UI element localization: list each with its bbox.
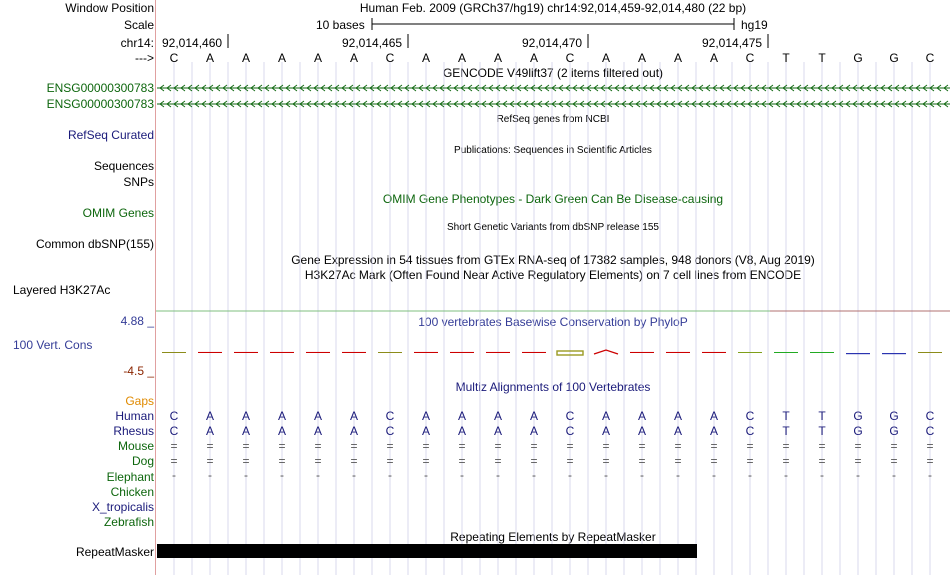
rhesus-base: C [745,424,755,438]
phylop-mark [918,352,942,353]
human-base: A [493,409,502,423]
human-base: A [205,409,214,423]
human-base: A [457,409,466,423]
dog-match-mark: = [386,454,394,468]
elephant-gap-mark: - [712,468,716,482]
dog-match-mark: = [242,454,250,468]
cons-min-label: -4.5 _ [123,364,154,378]
elephant-gap-mark: - [676,468,680,482]
dog-match-mark: = [494,454,502,468]
rhesus-base: C [925,424,935,438]
mouse-match-mark: = [854,439,862,453]
omim-track-title[interactable]: OMIM Gene Phenotypes - Dark Green Can Be Disease-causing [382,192,724,206]
rhesus-base: A [493,424,502,438]
human-base: T [782,409,790,423]
base-letter: A [709,51,718,65]
dog-match-mark: = [278,454,286,468]
dog-match-mark: = [422,454,430,468]
elephant-gap-mark: - [892,468,896,482]
strand-label: ---> [135,51,154,65]
elephant-gap-mark: - [496,468,500,482]
human-base: A [709,409,718,423]
rhesus-base: C [385,424,395,438]
phylop-mark [630,352,654,353]
mouse-match-mark: = [350,439,358,453]
mouse-match-mark: = [710,439,718,453]
human-base: A [241,409,250,423]
repeatmasker-track-label[interactable]: RepeatMasker [75,545,154,559]
human-base: C [925,409,935,423]
rhesus-base: A [601,424,610,438]
dog-match-mark: = [854,454,862,468]
mouse-match-mark: = [458,439,466,453]
rhesus-base: T [782,424,790,438]
base-letter: G [889,51,899,65]
dog-match-mark: = [890,454,898,468]
dog-match-mark: = [818,454,826,468]
base-letter: A [601,51,610,65]
phylop-mark [162,352,186,353]
phylop-mark [234,352,258,353]
base-letter: A [349,51,358,65]
phylop-mark [198,352,222,353]
species-label-chicken: Chicken [110,485,154,499]
rhesus-base: A [313,424,322,438]
coord-label: 92,014,465 [342,36,403,50]
dog-match-mark: = [530,454,538,468]
species-label-dog: Dog [131,454,154,468]
human-base: A [313,409,322,423]
sequences-track-title[interactable]: Publications: Sequences in Scientific Articles [454,145,652,156]
h3k27ac-track-label[interactable]: Layered H3K27Ac [13,283,111,297]
multiz-track-title[interactable]: Multiz Alignments of 100 Vertebrates [455,380,651,394]
base-letter: C [745,51,755,65]
assembly-label: hg19 [741,18,768,32]
gaps-label: Gaps [125,394,154,408]
dog-match-mark: = [638,454,646,468]
dog-match-mark: = [926,454,934,468]
base-letter: C [565,51,575,65]
base-letter: A [673,51,682,65]
human-base: A [529,409,538,423]
human-base: G [853,409,863,423]
phylop-mark [342,352,366,353]
cons-track-title[interactable]: 100 vertebrates Basewise Conservation by PhyloP [418,315,688,329]
mouse-match-mark: = [638,439,646,453]
base-letter: T [782,51,790,65]
base-letter: C [925,51,935,65]
rhesus-base: C [565,424,575,438]
rhesus-base: A [241,424,250,438]
mouse-match-mark: = [206,439,214,453]
base-letter: A [457,51,466,65]
human-base: A [673,409,682,423]
human-base: C [169,409,179,423]
phylop-mark [666,352,690,353]
phylop-mark [306,352,330,353]
rhesus-base: T [818,424,826,438]
refseq-track-label[interactable]: RefSeq Curated [67,128,154,142]
gtex-track-title[interactable]: Gene Expression in 54 tissues from GTEx RNA-seq of 17382 samples, 948 donors (V8, Aug 2019) [291,253,815,267]
dog-match-mark: = [602,454,610,468]
rhesus-base: G [889,424,899,438]
dbsnp-track-title[interactable]: Short Genetic Variants from dbSNP release 155 [447,222,659,233]
gencode-item-label[interactable]: ENSG00000300783 [46,97,154,111]
base-letter: C [169,51,179,65]
mouse-match-mark: = [242,439,250,453]
elephant-gap-mark: - [568,468,572,482]
phylop-mark [810,352,834,353]
phylop-mark [774,352,798,353]
mouse-match-mark: = [386,439,394,453]
cons-max-label: 4.88 _ [120,314,154,328]
human-base: G [889,409,899,423]
base-letter: A [637,51,646,65]
mouse-match-mark: = [818,439,826,453]
elephant-gap-mark: - [820,468,824,482]
refseq-track-title[interactable]: RefSeq genes from NCBI [496,114,610,125]
phylop-mark [450,352,474,353]
species-label-rhesus: Rhesus [113,424,154,438]
dog-match-mark: = [746,454,754,468]
mouse-match-mark: = [926,439,934,453]
phylop-mark [414,352,438,353]
chrom-label: chr14: [120,36,154,50]
base-letter: A [529,51,538,65]
mouse-match-mark: = [422,439,430,453]
mouse-match-mark: = [314,439,322,453]
dog-match-mark: = [710,454,718,468]
elephant-gap-mark: - [316,468,320,482]
human-base: A [277,409,286,423]
base-letter: A [205,51,214,65]
omim-track-label[interactable]: OMIM Genes [82,206,154,220]
mouse-match-mark: = [566,439,574,453]
species-label-zebrafish: Zebrafish [103,515,154,529]
elephant-gap-mark: - [172,468,176,482]
phylop-mark [738,352,762,353]
mouse-match-mark: = [746,439,754,453]
mouse-match-mark: = [278,439,286,453]
human-base: A [637,409,646,423]
rhesus-base: A [673,424,682,438]
sequences-track-label[interactable]: Sequences [93,159,154,173]
elephant-gap-mark: - [208,468,212,482]
dog-match-mark: = [566,454,574,468]
species-label-mouse: Mouse [117,439,154,453]
mouse-match-mark: = [170,439,178,453]
rhesus-base: G [853,424,863,438]
phylop-mark [270,352,294,353]
human-base: A [349,409,358,423]
elephant-gap-mark: - [424,468,428,482]
h3k27ac-track-title[interactable]: H3K27Ac Mark (Often Found Near Active Regulatory Elements) on 7 cell lines from ENCODE [304,268,802,282]
mouse-match-mark: = [494,439,502,453]
base-letter: A [313,51,322,65]
dog-match-mark: = [170,454,178,468]
mouse-match-mark: = [674,439,682,453]
dog-match-mark: = [782,454,790,468]
rhesus-base: A [637,424,646,438]
elephant-gap-mark: - [856,468,860,482]
mouse-match-mark: = [890,439,898,453]
elephant-gap-mark: - [388,468,392,482]
coord-label: 92,014,460 [162,36,223,50]
human-base: C [385,409,395,423]
mouse-match-mark: = [530,439,538,453]
base-letter: A [421,51,430,65]
gencode-track-title[interactable]: GENCODE V49lift37 (2 items filtered out) [442,66,664,80]
cons-track-label[interactable]: 100 Vert. Cons [13,338,93,352]
phylop-mark [882,353,906,354]
elephant-gap-mark: - [532,468,536,482]
window-position-label: Window Position [65,1,154,15]
elephant-gap-mark: - [460,468,464,482]
human-base: C [565,409,575,423]
human-base: T [818,409,826,423]
coord-label: 92,014,475 [702,36,763,50]
elephant-gap-mark: - [352,468,356,482]
elephant-gap-mark: - [748,468,752,482]
rhesus-base: A [349,424,358,438]
elephant-gap-mark: - [280,468,284,482]
dog-match-mark: = [674,454,682,468]
rhesus-base: C [169,424,179,438]
scale-text: 10 bases [316,18,365,32]
phylop-mark [846,353,870,354]
base-letter: A [277,51,286,65]
species-label-xtropicalis: X_tropicalis [91,500,154,514]
dog-match-mark: = [314,454,322,468]
species-label-elephant: Elephant [106,470,154,484]
gencode-item-label[interactable]: ENSG00000300783 [46,81,154,95]
mouse-match-mark: = [782,439,790,453]
phylop-mark [486,352,510,353]
human-base: C [745,409,755,423]
base-letter: C [385,51,395,65]
species-label-human: Human [115,409,154,423]
repeatmasker-track-title[interactable]: Repeating Elements by RepeatMasker [450,530,656,544]
elephant-gap-mark: - [604,468,608,482]
rhesus-base: A [529,424,538,438]
dbsnp-track-label[interactable]: Common dbSNP(155) [35,237,154,251]
phylop-mark [378,352,402,353]
scale-label: Scale [123,18,154,32]
base-letter: T [818,51,826,65]
repeatmasker-element [157,544,697,558]
elephant-gap-mark: - [640,468,644,482]
dog-match-mark: = [458,454,466,468]
base-letter: G [853,51,863,65]
dog-match-mark: = [350,454,358,468]
window-position-text: Human Feb. 2009 (GRCh37/hg19) chr14:92,014,459-92,014,480 (22 bp) [359,1,747,15]
phylop-mark [522,352,546,353]
elephant-gap-mark: - [244,468,248,482]
base-letter: A [241,51,250,65]
rhesus-base: A [709,424,718,438]
elephant-gap-mark: - [928,468,932,482]
phylop-mark [702,352,726,353]
coord-label: 92,014,470 [522,36,583,50]
rhesus-base: A [277,424,286,438]
base-letter: A [493,51,502,65]
elephant-gap-mark: - [784,468,788,482]
human-base: A [601,409,610,423]
dog-match-mark: = [206,454,214,468]
rhesus-base: A [421,424,430,438]
rhesus-base: A [457,424,466,438]
rhesus-base: A [205,424,214,438]
mouse-match-mark: = [602,439,610,453]
human-base: A [421,409,430,423]
snps-track-label[interactable]: SNPs [123,175,154,189]
